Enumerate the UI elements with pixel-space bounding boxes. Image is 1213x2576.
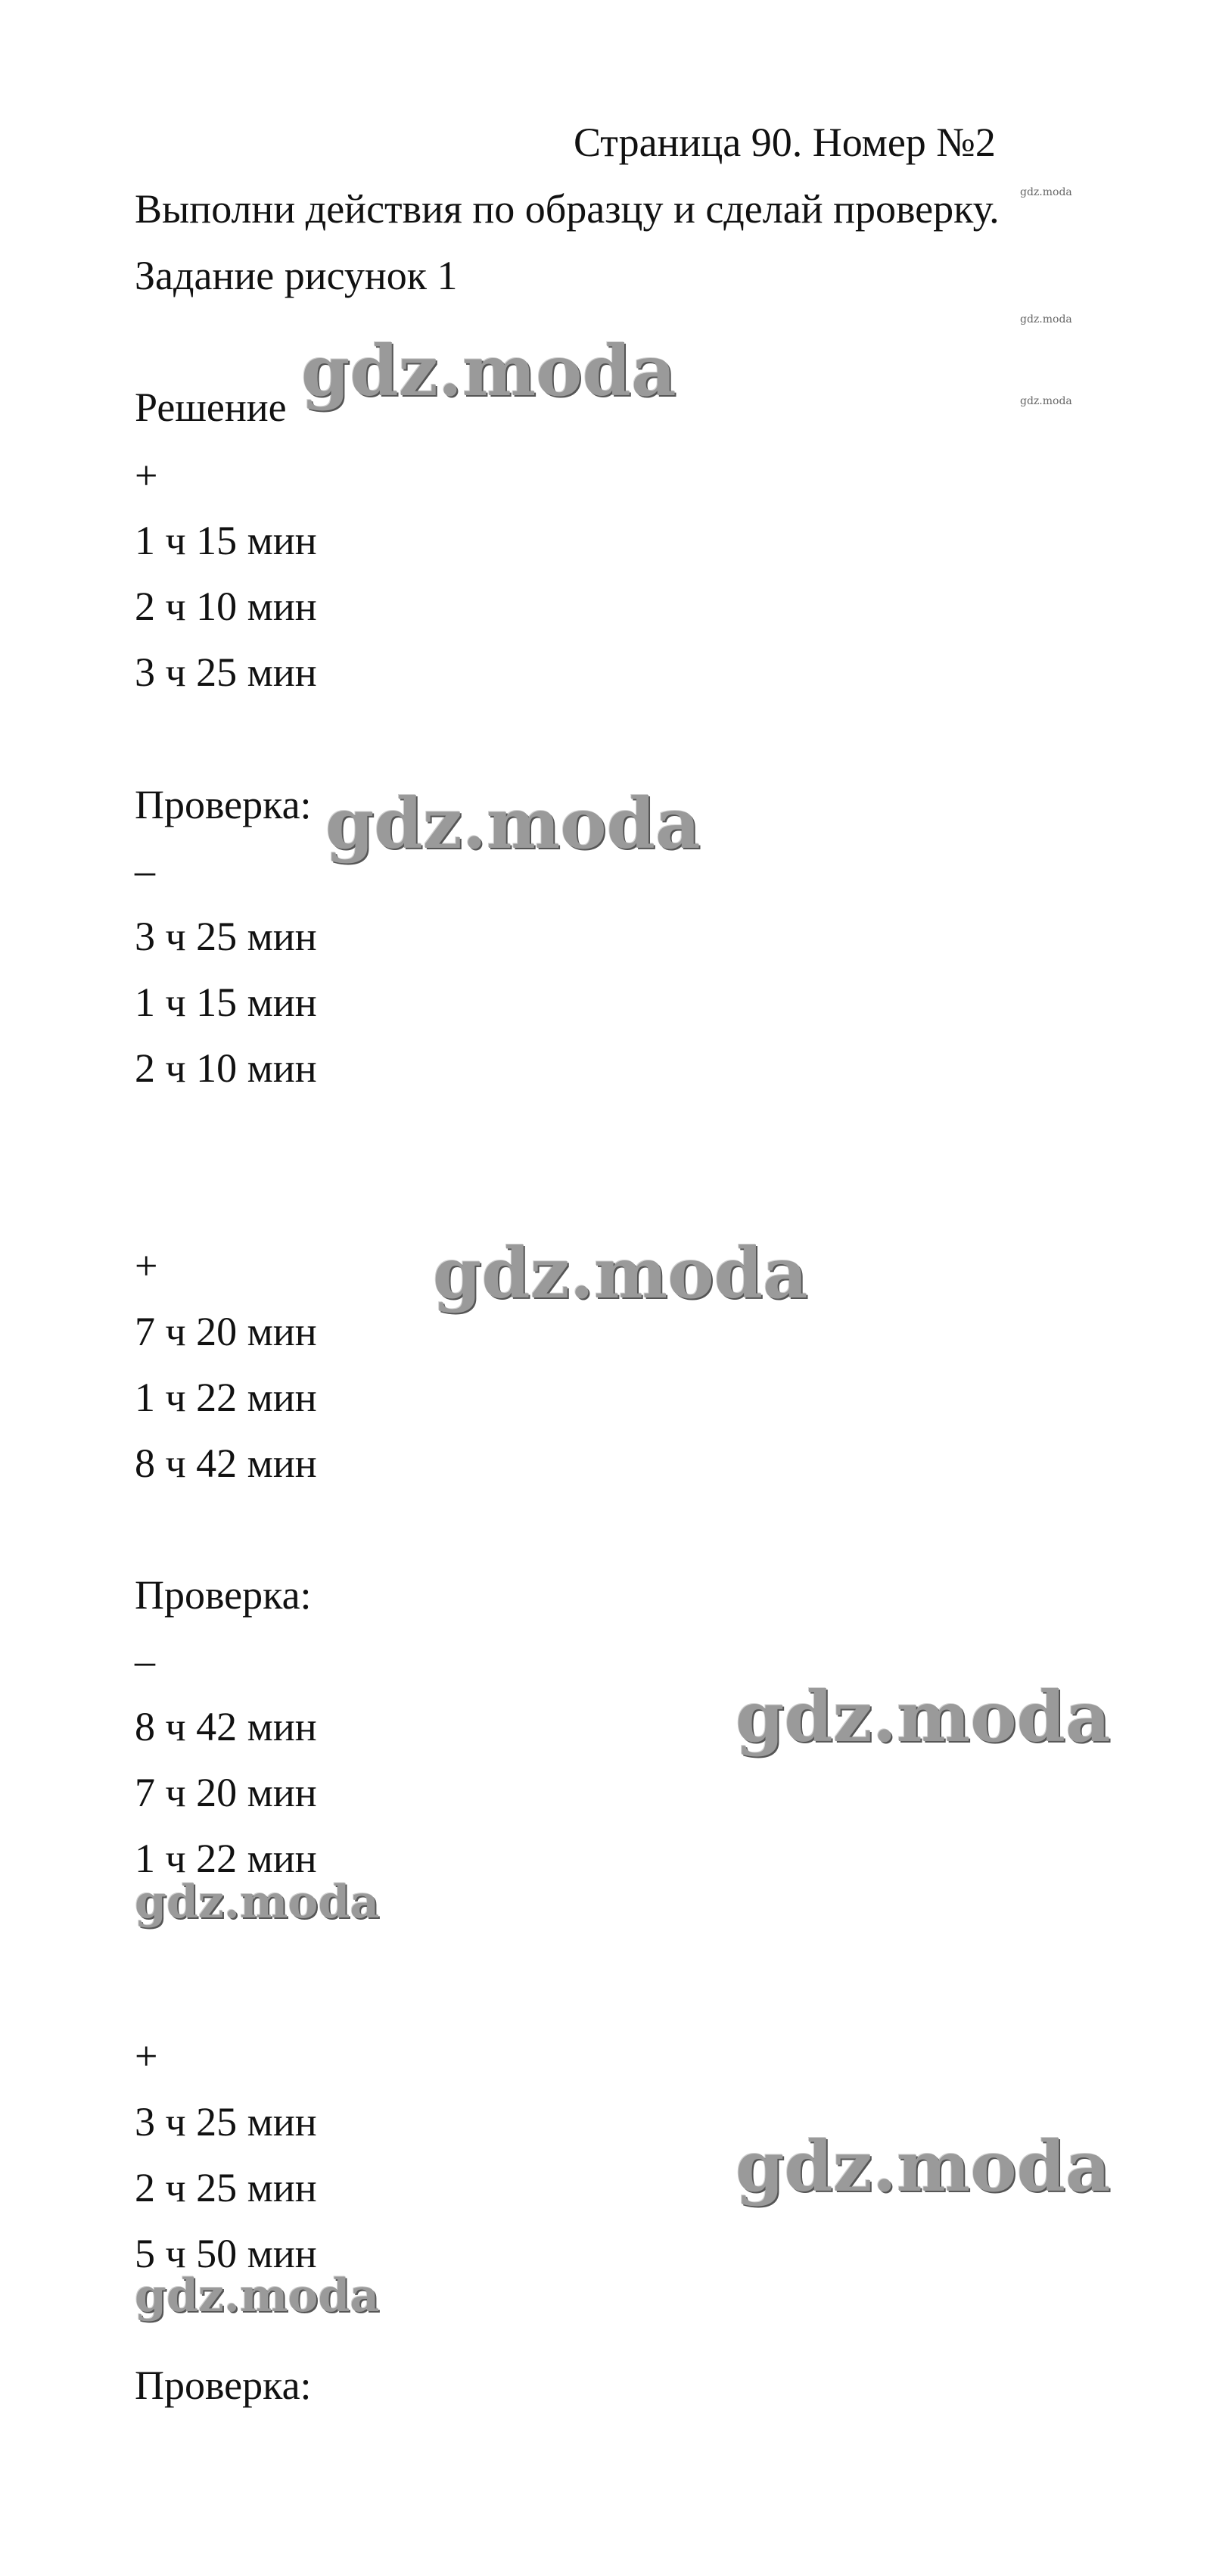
time-line: 1 ч 15 мин — [135, 518, 317, 563]
time-line: 2 ч 10 мин — [135, 1045, 317, 1091]
solution-label: Решение — [135, 385, 287, 430]
watermark-logo: gdz.moda — [325, 783, 701, 864]
time-line: 3 ч 25 мин — [135, 649, 317, 695]
page-title: Страница 90. Номер №2 — [574, 120, 996, 165]
watermark-logo: gdz.moda — [1020, 395, 1072, 407]
watermark-logo: gdz.moda — [1020, 313, 1072, 326]
watermark-logo: gdz.moda — [736, 1676, 1111, 1758]
time-line: 7 ч 20 мин — [135, 1309, 317, 1354]
watermark-logo: gdz.moda — [301, 330, 676, 412]
watermark-logo: gdz.moda — [736, 2126, 1111, 2207]
operation-sign-minus: – — [135, 848, 155, 893]
time-line: 1 ч 22 мин — [135, 1836, 317, 1881]
watermark-logo: gdz.moda — [135, 2269, 380, 2322]
watermark-logo: gdz.moda — [135, 1876, 380, 1929]
time-line: 8 ч 42 мин — [135, 1441, 317, 1486]
time-line: 7 ч 20 мин — [135, 1770, 317, 1815]
operation-sign-minus: – — [135, 1638, 155, 1684]
check-label: Проверка: — [135, 1572, 312, 1618]
operation-sign-plus: + — [135, 1243, 158, 1288]
time-line: 1 ч 15 мин — [135, 980, 317, 1025]
check-label: Проверка: — [135, 782, 312, 827]
time-line: 2 ч 25 мин — [135, 2165, 317, 2210]
instruction-text: Выполни действия по образцу и сделай проверку. — [135, 186, 1000, 232]
task-label: Задание рисунок 1 — [135, 253, 458, 298]
time-line: 1 ч 22 мин — [135, 1375, 317, 1420]
time-line: 5 ч 50 мин — [135, 2231, 317, 2276]
time-line: 8 ч 42 мин — [135, 1704, 317, 1749]
watermark-logo: gdz.moda — [433, 1232, 808, 1314]
check-label: Проверка: — [135, 2363, 312, 2408]
operation-sign-plus: + — [135, 453, 158, 498]
time-line: 2 ч 10 мин — [135, 584, 317, 629]
time-line: 3 ч 25 мин — [135, 914, 317, 959]
watermark-logo: gdz.moda — [1020, 186, 1072, 198]
operation-sign-plus: + — [135, 2033, 158, 2079]
time-line: 3 ч 25 мин — [135, 2099, 317, 2145]
